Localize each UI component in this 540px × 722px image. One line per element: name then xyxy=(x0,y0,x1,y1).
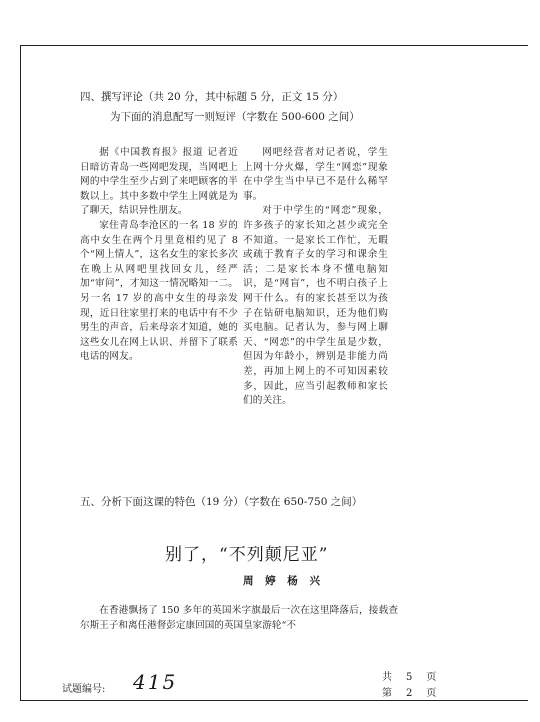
exam-code-value: 415 xyxy=(133,670,178,694)
news-paragraph: 对于中学生的“网恋”现象，许多孩子的家长知之甚少或完全不知道。一是家长工作忙，无暇或疏于教育子女的学习和课余生活；二是家长本身不懂电脑知识，是“网盲”，也不明白孩子上网干什么。有的家长甚至以为孩子在钻研电脑知识，还为他们购买电脑。记者认为，参与网上聊天、“网恋”的中学生虽是少数，但因为年龄小，辨别是非能力尚差，再加上网上的不可知因素较多，因此，应当引起教师和家长们的关注。 xyxy=(243,205,388,407)
exam-code-label: 试题编号: xyxy=(62,684,106,695)
section-4-instruction: 为下面的消息配写一则短评（字数在 500-600 之间） xyxy=(110,111,360,123)
frame-bottom-rule xyxy=(20,700,528,701)
current-page-prefix: 第 xyxy=(382,688,392,699)
essay-title: 别了，“不列颠尼亚” xyxy=(165,545,329,565)
frame-top-rule xyxy=(20,45,528,46)
news-right-column xyxy=(243,146,388,409)
news-paragraph: 据《中国教育报》报道 记者近日暗访青岛一些网吧发现，当网吧上网的中学生至少占到了来吧顾客的半数以上。其中多数中学生上网就是为了聊天，结识异性朋友。 xyxy=(80,147,238,217)
total-pages-value: 5 xyxy=(406,672,413,683)
section-5-heading: 五、分析下面这课的特色（19 分）（字数在 650-750 之间） xyxy=(80,496,363,508)
section-4-heading: 四、撰写评论（共 20 分，其中标题 5 分，正文 15 分） xyxy=(80,91,344,103)
page-counter xyxy=(382,670,436,702)
essay-paragraph: 在香港飘扬了 150 多年的英国米字旗最后一次在这里降落后，接载查尔斯王子和离任港督彭定康回国的英国皇家游轮“不 xyxy=(80,605,398,631)
frame-left-rule xyxy=(20,45,21,700)
essay-body xyxy=(80,603,398,633)
current-page-value: 2 xyxy=(406,688,413,699)
news-paragraph: 家住青岛李沧区的一名 18 岁的高中女生在两个月里竟相约见了 8 个“网上情人”，这名女生的家长多次在晚上从网吧里找回女儿，经严加“审问”，才知这一情况略知一二。另一名 17 岁的高中女生的母亲发现，近日往家里打来的电话中有不少男生的声音，后来母亲才知道，她的这些女儿在网上认识、并留下了联系电话的网友。 xyxy=(80,219,238,363)
essay-authors: 周 婷 杨 兴 xyxy=(243,575,324,587)
current-page-unit: 页 xyxy=(426,688,437,699)
news-left-column xyxy=(80,146,238,365)
total-pages-unit: 页 xyxy=(426,672,437,683)
news-paragraph: 网吧经营者对记者说，学生上网十分火爆，学生“网恋”现象在中学生当中早已不是什么稀罕事。 xyxy=(243,147,388,202)
total-pages-prefix: 共 xyxy=(382,672,392,683)
